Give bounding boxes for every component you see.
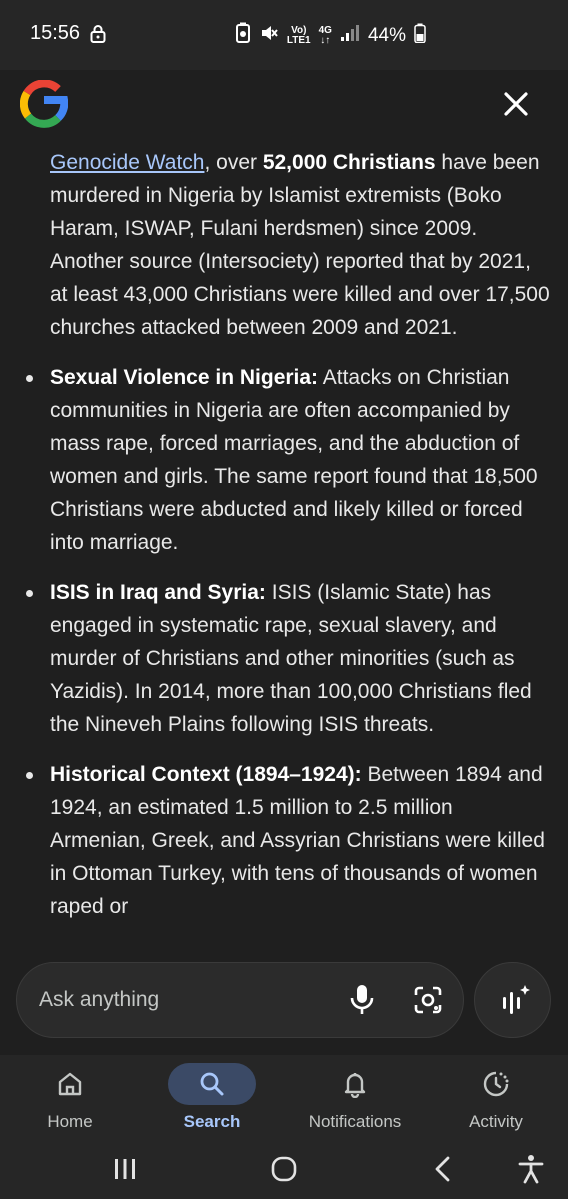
- p1-bold: 52,000 Christians: [262, 151, 436, 174]
- content-fade: [0, 925, 568, 955]
- nav-search-label: Search: [183, 1112, 241, 1131]
- volte-top: Vo): [291, 24, 307, 36]
- nav-notifications[interactable]: [300, 1055, 410, 1140]
- home-button-icon[interactable]: [270, 1155, 298, 1188]
- status-bar: [0, 0, 568, 70]
- recent-apps-icon[interactable]: [112, 1156, 138, 1187]
- nav-search[interactable]: [157, 1055, 267, 1140]
- data-saver-icon: [235, 22, 251, 49]
- status-time: 15:56: [30, 22, 81, 44]
- bullet-title: ISIS in Iraq and Syria:: [50, 581, 266, 604]
- nav-notifications-label: Notifications: [308, 1112, 402, 1131]
- bullet-text: Between 1894 and 1924, an estimated 1.5 million to 2.5 million Armenian, Greek, and Assyrian Christians were killed in Ottoman Turkey, with tens of thousands of women raped or: [50, 763, 545, 918]
- genocide-watch-link[interactable]: Genocide Watch: [50, 151, 205, 174]
- volte-bottom: LTE1: [286, 34, 311, 46]
- nav-activity[interactable]: [441, 1055, 551, 1140]
- home-icon: [26, 1063, 114, 1105]
- activity-icon: [452, 1063, 540, 1105]
- bell-icon: [311, 1063, 399, 1105]
- lock-icon: [90, 24, 106, 49]
- nav-home[interactable]: [15, 1055, 125, 1140]
- answer-text: [50, 146, 550, 923]
- bullet-title: Historical Context (1894–1924):: [50, 763, 362, 786]
- ask-input-placeholder[interactable]: Ask anything: [39, 988, 160, 1011]
- ask-bar[interactable]: [16, 962, 464, 1038]
- system-nav-bar: [0, 1140, 568, 1199]
- battery-icon: [414, 23, 426, 48]
- status-icons: [235, 22, 426, 49]
- battery-percent: 44%: [367, 24, 406, 46]
- p1-text-2: have been murdered in Nigeria by Islamist extremists (Boko Haram, ISWAP, Fulani herdsmen) since 2009. Another source (Intersociety) reported that by 2021, at least 43,000 Christians were killed and over 17,500 churches attacked between 2009 and 2021.: [50, 151, 550, 339]
- nav-activity-label: Activity: [469, 1112, 523, 1131]
- bullet-text: Attacks on Christian communities in Nigeria are often accompanied by mass rape, forced marriages, and the abduction of women and girls. The same report found that 18,500 Christians were abducted and likely killed or forced into marriage.: [50, 366, 538, 554]
- answer-panel[interactable]: [0, 70, 568, 955]
- p1-text-1: , over: [204, 151, 263, 174]
- nav-home-label: Home: [47, 1112, 93, 1131]
- bullet-title: Sexual Violence in Nigeria:: [50, 366, 319, 389]
- google-logo-icon: [20, 80, 68, 133]
- answer-paragraph: [50, 146, 550, 344]
- data-arrows-icon: ↓↑: [320, 34, 331, 46]
- accessibility-icon[interactable]: [517, 1154, 545, 1189]
- signal-icon: [340, 24, 360, 47]
- bullet-text: ISIS (Islamic State) has engaged in systematic rape, sexual slavery, and murder of Christians and other minorities (such as Yazidis). In 2014, more than 100,000 Christians fled the Nineveh Plains following ISIS threats.: [50, 581, 532, 736]
- microphone-icon[interactable]: [347, 983, 377, 1022]
- bottom-nav: [0, 1055, 568, 1140]
- mute-icon: [259, 23, 279, 48]
- volte-indicator: [287, 26, 311, 46]
- lens-icon[interactable]: [413, 985, 443, 1020]
- bullet-list: [50, 361, 550, 923]
- back-icon[interactable]: [430, 1155, 456, 1188]
- ai-mode-button[interactable]: [474, 962, 551, 1038]
- sparkle-wave-icon: [499, 983, 531, 1022]
- close-button[interactable]: [498, 86, 534, 122]
- bullet-item: [50, 758, 550, 923]
- bullet-item: [50, 576, 550, 741]
- network-type: [319, 26, 332, 46]
- bullet-item: [50, 361, 550, 559]
- search-icon: [168, 1063, 256, 1105]
- network-type-label: 4G: [318, 24, 332, 36]
